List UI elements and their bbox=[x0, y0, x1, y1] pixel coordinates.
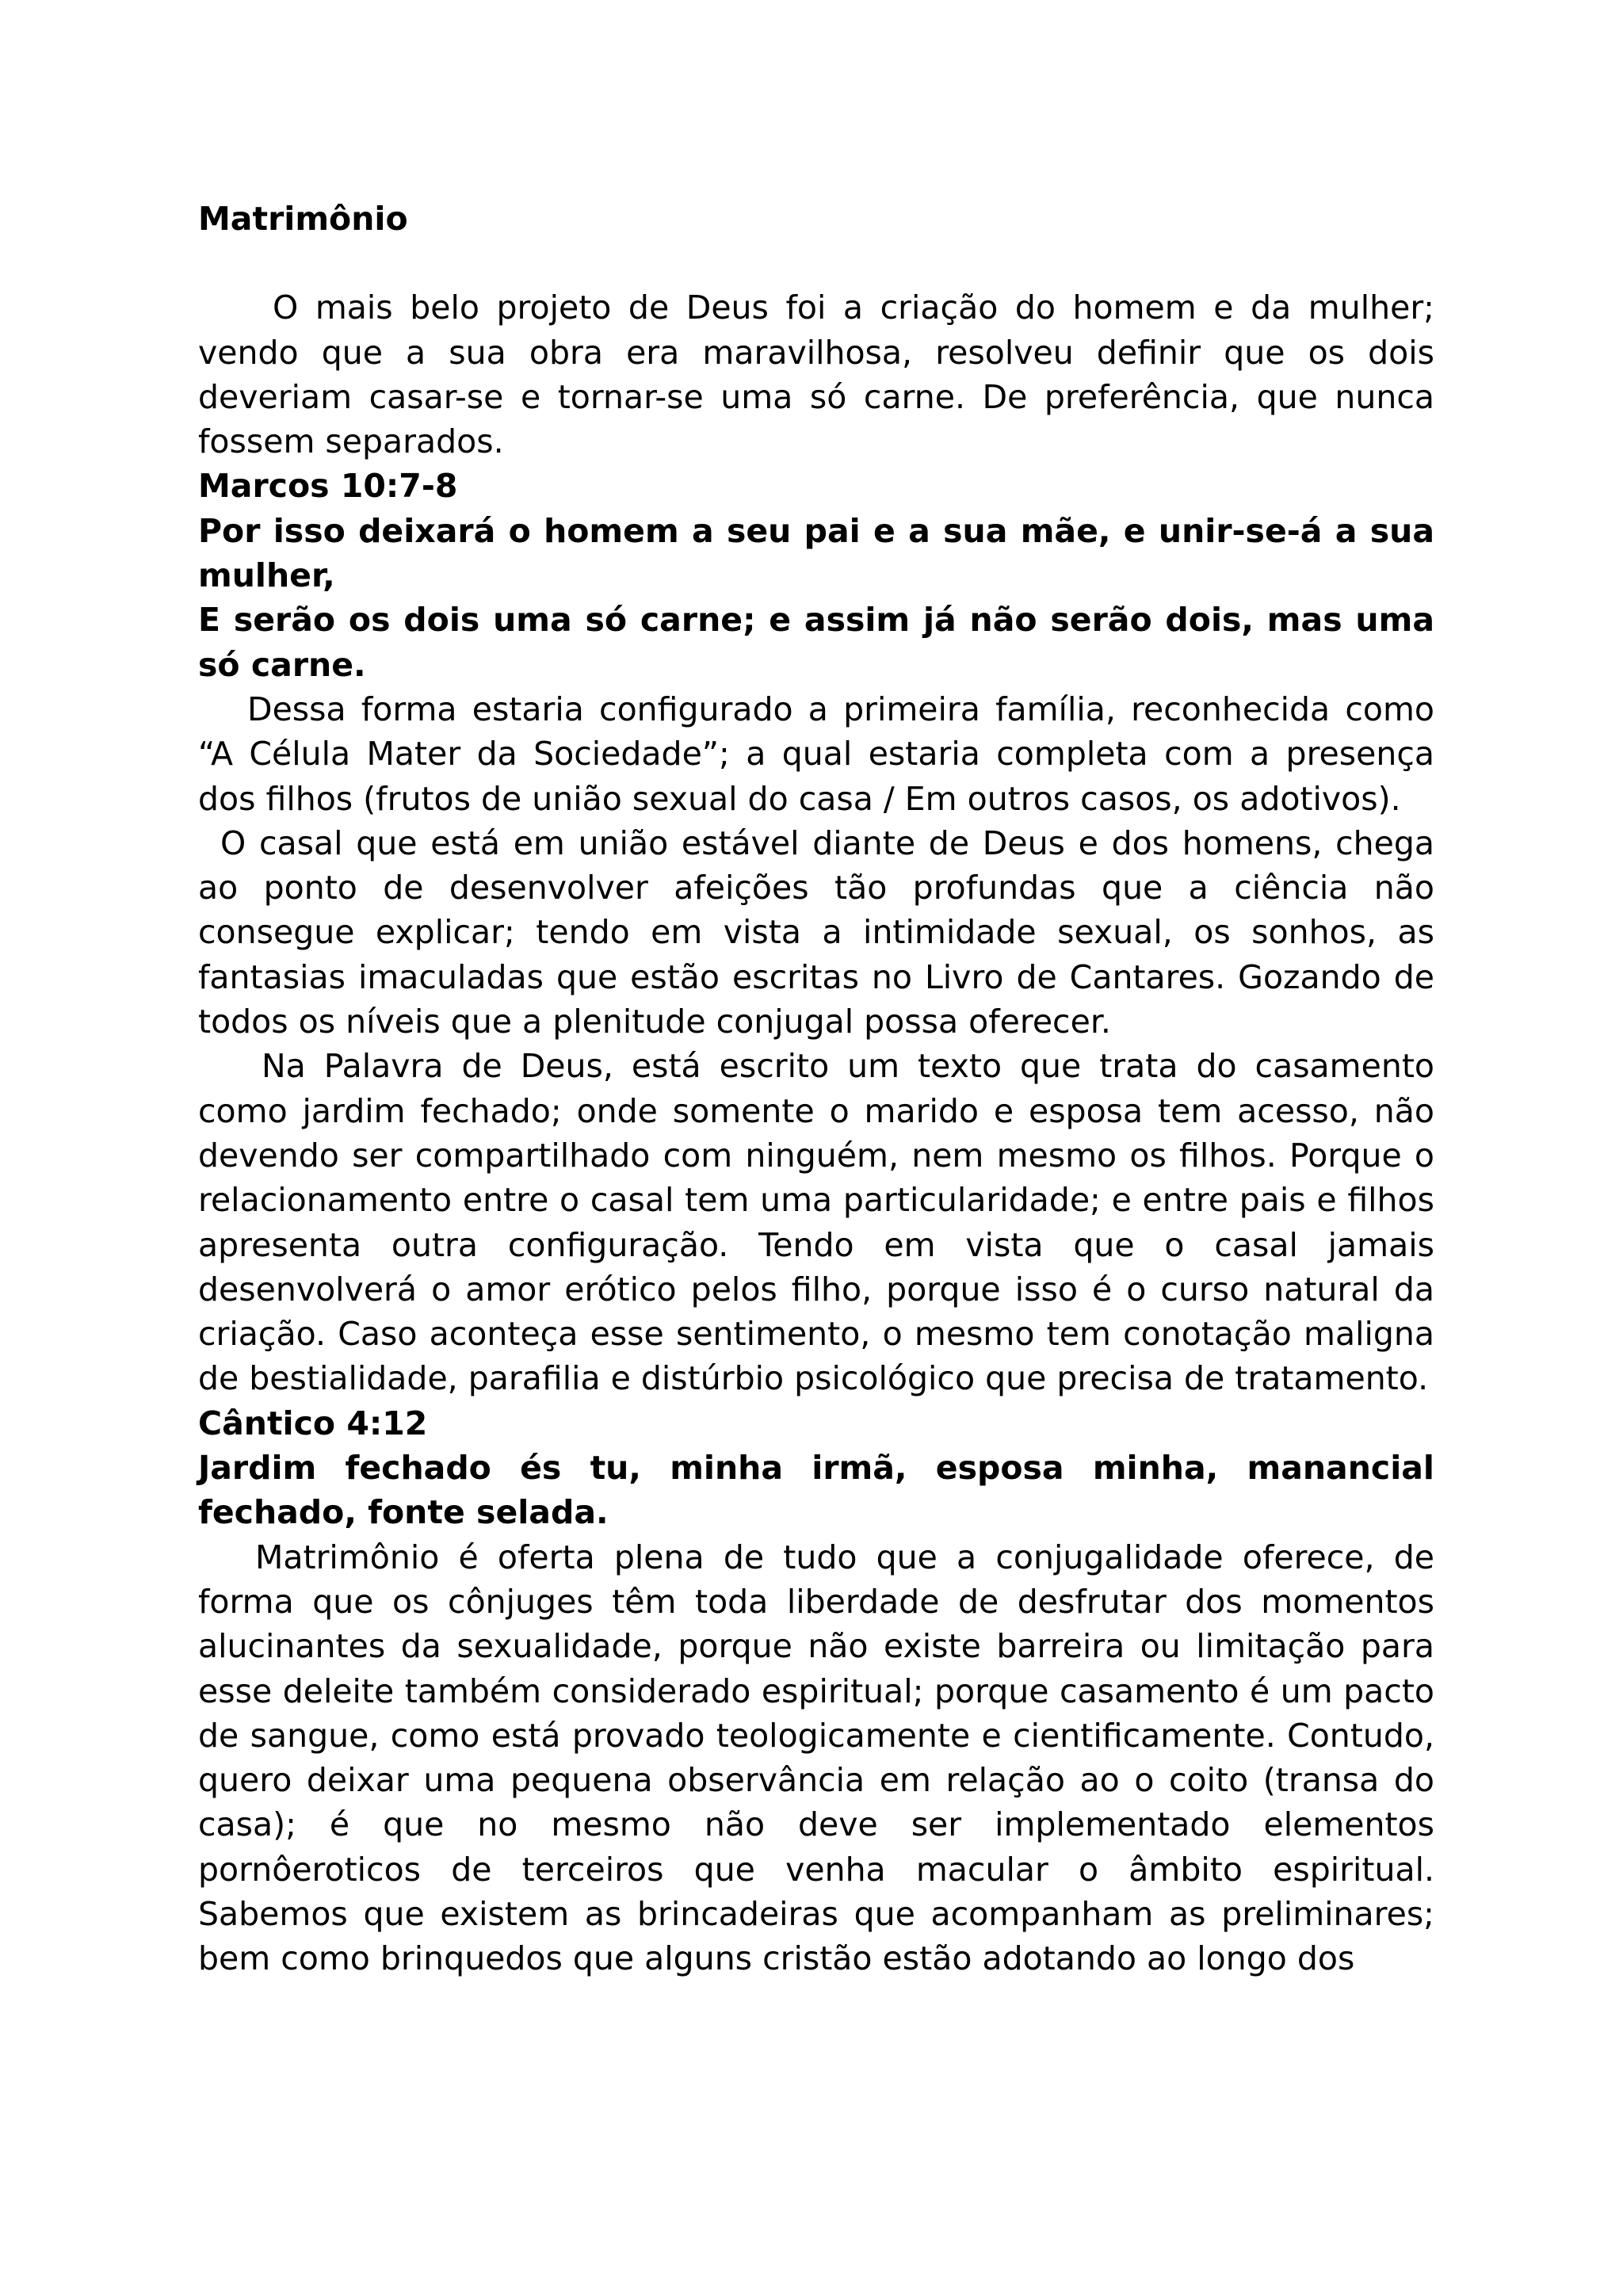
page-title: Matrimônio bbox=[198, 200, 408, 238]
scripture-reference: Cântico 4:12 bbox=[198, 1404, 428, 1442]
paragraph-intro: O mais belo projeto de Deus foi a criação do homem e da mulher; vendo que a sua obra era maravilhosa, resolveu definir que os dois deveriam casar-se e tornar-se uma só carne. De preferência, que nunca fossem separados. bbox=[198, 288, 1434, 461]
scripture-verse: Por isso deixará o homem a seu pai e a sua mãe, e unir-se-á a sua mulher, bbox=[198, 511, 1434, 595]
paragraph-union: O casal que está em união estável diante de Deus e dos homens, chega ao ponto de desenvolver afeições tão profundas que a ciência não consegue explicar; tendo em vista a intimidade sexual, os sonhos, as fantasias imaculadas que estão escritas no Livro de Cantares. Gozando de todos os níveis que a plenitude conjugal possa oferecer. bbox=[198, 823, 1434, 1041]
scripture-reference: Marcos 10:7-8 bbox=[198, 467, 458, 506]
document-page bbox=[198, 197, 1434, 1981]
scripture-verse: E serão os dois uma só carne; e assim já não serão dois, mas uma só carne. bbox=[198, 601, 1434, 684]
paragraph-matrimony: Matrimônio é oferta plena de tudo que a conjugalidade oferece, de forma que os cônjuges têm toda liberdade de desfrutar dos momentos alucinantes da sexualidade, porque não existe barreira ou limitação para esse deleite também considerado espiritual; porque casamento é um pacto de sangue, como está provado teologicamente e cientificamente. Contudo, quero deixar uma pequena observância em relação ao o coito (transa do casa); é que no mesmo não deve ser implementado elementos pornôeroticos de terceiros que venha macular o âmbito espiritual. Sabemos que existem as brincadeiras que acompanham as preliminares; bem como brinquedos que alguns cristão estão adotando ao longo dos bbox=[198, 1538, 1434, 1978]
paragraph-garden: Na Palavra de Deus, está escrito um texto que trata do casamento como jardim fechado; onde somente o marido e esposa tem acesso, não devendo ser compartilhado com ninguém, nem mesmo os filhos. Porque o relacionamento entre o casal tem uma particularidade; e entre pais e filhos apresenta outra configuração. Tendo em vista que o casal jamais desenvolverá o amor erótico pelos filho, porque isso é o curso natural da criação. Caso aconteça esse sentimento, o mesmo tem conotação maligna de bestialidade, parafilia e distúrbio psicológico que precisa de tratamento. bbox=[198, 1047, 1434, 1398]
paragraph-family: Dessa forma estaria configurado a primeira família, reconhecida como “A Célula Mater da Sociedade”; a qual estaria completa com a presença dos filhos (frutos de união sexual do casa / Em outros casos, os adotivos). bbox=[198, 690, 1434, 818]
scripture-verse: Jardim fechado és tu, minha irmã, esposa minha, manancial fechado, fonte selada. bbox=[198, 1449, 1434, 1532]
